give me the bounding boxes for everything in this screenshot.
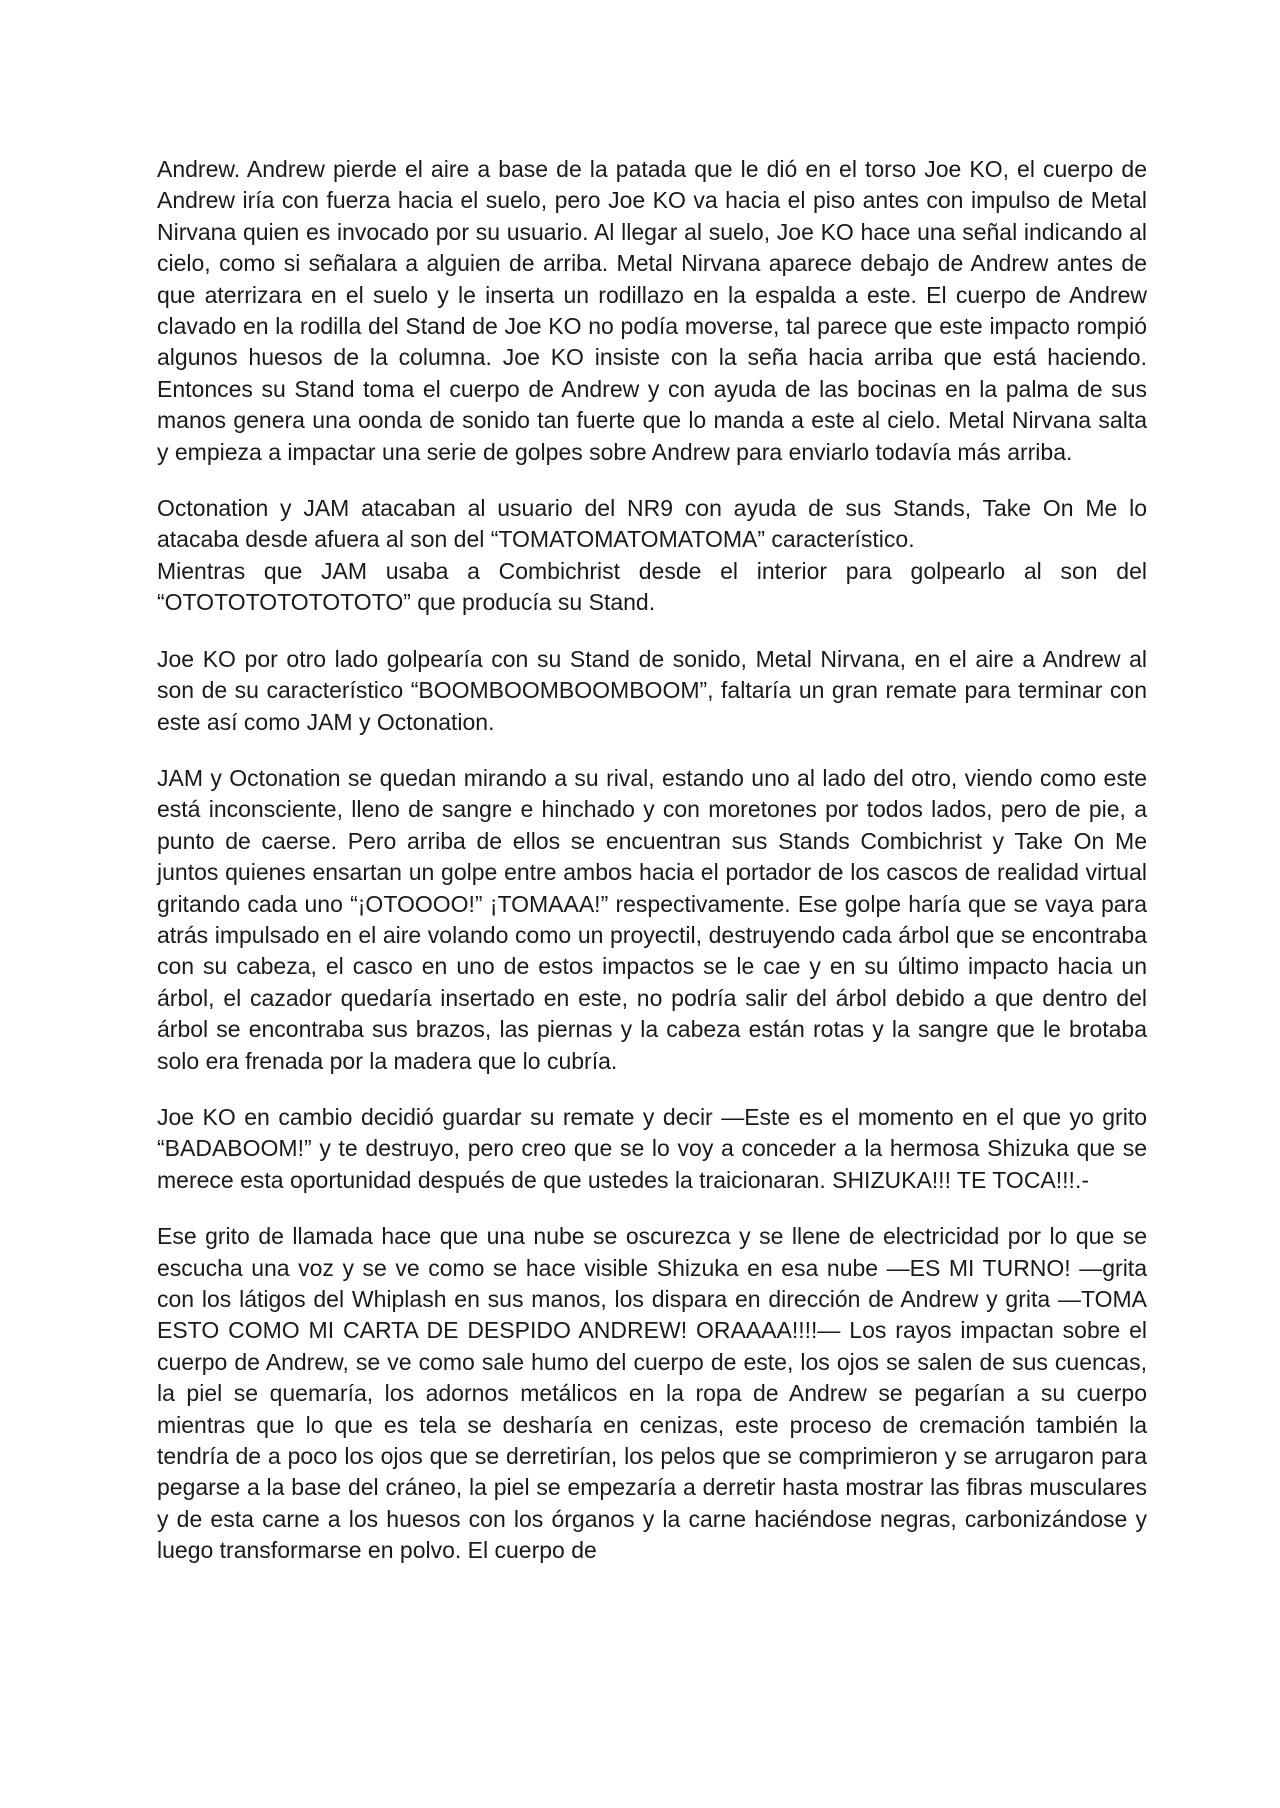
paragraph-3: Mientras que JAM usaba a Combichrist desde el interior para golpearlo al son del “OTOTOTOTOTOTOTO” que producía su Stand. — [157, 557, 1147, 616]
paragraph-7: Ese grito de llamada hace que una nube se oscurezca y se llene de electricidad por lo que se escucha una voz y se ve como se hace visible Shizuka en esa nube —ES MI TURNO! —grita con los látigos del Whiplash en sus manos, los dispara en dirección de Andrew y grita —TOMA ESTO COMO MI CARTA DE DESPIDO ANDREW! ORAAAA!!!!— Los rayos impactan sobre el cuerpo de Andrew, se ve como sale humo del cuerpo de este, los ojos se salen de sus cuencas, la piel se quemaría, los adornos metálicos en la ropa de Andrew se pegarían a su cuerpo mientras que lo que es tela se desharía en cenizas, este proceso de cremación también la tendría de a poco los ojos que se derretirían, los pelos que se comprimieron y se arrugaron para pegarse a la base del cráneo, la piel se empezaría a derretir hasta mostrar las fibras musculares y de esta carne a los huesos con los órganos y la carne haciéndose negras, carbonizándose y luego transformarse en polvo. El cuerpo de — [157, 1223, 1147, 1564]
paragraph-5: JAM y Octonation se quedan mirando a su rival, estando uno al lado del otro, viendo como este está inconsciente, lleno de sangre e hinchado y con moretones por todos lados, pero de pie, a punto de caerse. Pero arriba de ellos se encuentran sus Stands Combichrist y Take On Me juntos quienes ensartan un golpe entre ambos hacia el portador de los cascos de realidad virtual gritando cada uno “¡OTOOOO!” ¡TOMAAA!” respectivamente. Ese golpe haría que se vaya para atrás impulsado en el aire volando como un proyectil, destruyendo cada árbol que se encontraba con su cabeza, el casco en uno de estos impactos se le cae y en su último impacto hacia un árbol, el cazador quedaría insertado en este, no podría salir del árbol debido a que dentro del árbol se encontraba sus brazos, las piernas y la cabeza están rotas y la sangre que le brotaba solo era frenada por la madera que lo cubría. — [157, 764, 1147, 1074]
paragraph-6: Joe KO en cambio decidió guardar su remate y decir —Este es el momento en el que yo grito “BADABOOM!” y te destruyo, pero creo que se lo voy a conceder a la hermosa Shizuka que se merece esta oportunidad después de que ustedes la traicionaran. SHIZUKA!!! TE TOCA!!!.- — [157, 1103, 1147, 1193]
paragraph-2: Octonation y JAM atacaban al usuario del NR9 con ayuda de sus Stands, Take On Me lo atacaba desde afuera al son del “TOMATOMATOMATOMA” característico. — [157, 495, 1147, 553]
document-body — [157, 154, 1147, 1592]
paragraph-1: Andrew. Andrew pierde el aire a base de la patada que le dió en el torso Joe KO, el cuerpo de Andrew iría con fuerza hacia el suelo, pero Joe KO va hacia el piso antes con impulso de Metal Nirvana quien es invocado por su usuario. Al llegar al suelo, Joe KO hace una señal indicando al cielo, como si señalara a alguien de arriba. Metal Nirvana aparece debajo de Andrew antes de que aterrizara en el suelo y le inserta un rodillazo en la espalda a este. El cuerpo de Andrew clavado en la rodilla del Stand de Joe KO no podía moverse, tal parece que este impacto rompió algunos huesos de la columna. Joe KO insiste con la seña hacia arriba que está haciendo. Entonces su Stand toma el cuerpo de Andrew y con ayuda de las bocinas en la palma de sus manos genera una oonda de sonido tan fuerte que lo manda a este al cielo. Metal Nirvana salta y empieza a impactar una serie de golpes sobre Andrew para enviarlo todavía más arriba. — [157, 156, 1147, 465]
paragraph-4: Joe KO por otro lado golpearía con su Stand de sonido, Metal Nirvana, en el aire a Andrew al son de su característico “BOOMBOOMBOOMBOOM”, faltaría un gran remate para terminar con este así como JAM y Octonation. — [157, 645, 1147, 735]
